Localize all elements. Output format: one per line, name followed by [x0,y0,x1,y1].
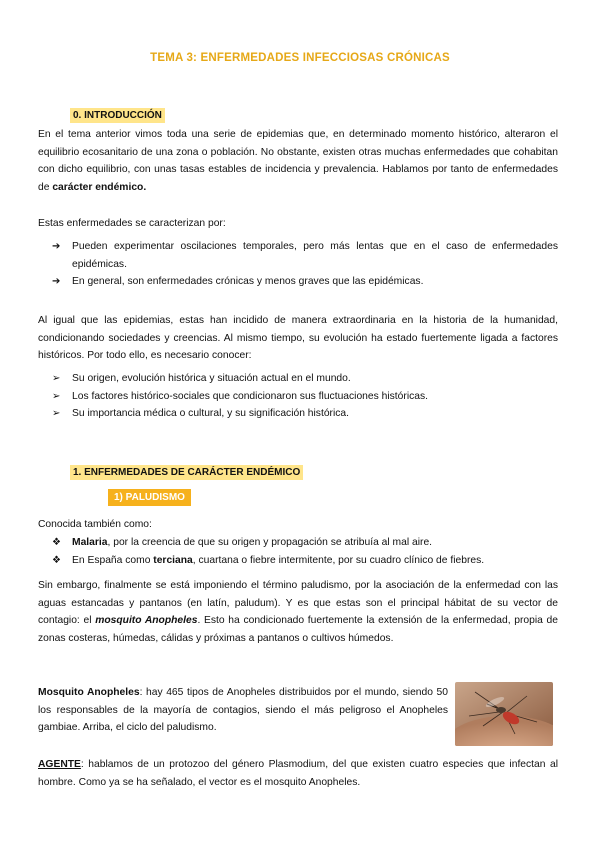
triangle-bullet-icon: ➢ [52,408,61,419]
known-as: Conocida también como: [38,519,152,530]
mosquito-photo [455,682,553,746]
intro-paragraph-2: Estas enfermedades se caracterizan por: [38,218,226,229]
document-title: TEMA 3: ENFERMEDADES INFECCIOSAS CRÓNICAS [150,52,450,64]
diamond-item-text: , por la creencia de que su origen y propagación se atribuía al mal aire. [107,537,433,548]
list-item [38,405,558,423]
triangle-item-text: Los factores histórico-sociales que condicionaron sus fluctuaciones históricas. [72,390,428,402]
diamond-bullet-icon: ❖ [52,537,61,548]
paludismo-paragraph [38,577,558,647]
intro-heading-text: 0. INTRODUCCIÓN [70,108,165,123]
arrow-list [38,238,558,291]
list-item [38,238,558,273]
mosquito-text: : hay 465 tipos de Anopheles distribuidos por el mundo, siendo 50 los responsables de la mayoría de contagios, siendo el más peligroso el Anopheles gambiae. Arriba, el ciclo del paludismo. [38,687,449,733]
agent-text: : hablamos de un protozoo del género Plasmodium, del que existen cuatro especies que infectan al hombre. Como ya se ha señalado, el vector es el mosquito Anopheles. [38,759,558,788]
paludismo-heading-text: 1) PALUDISMO [108,489,191,506]
paludismo-p-bold: mosquito Anopheles [95,615,198,626]
diamond-item-bold: terciana [153,554,193,566]
arrow-right-icon: ➔ [52,276,61,287]
intro-p1-bold: carácter endémico. [52,181,147,193]
intro-paragraph-1 [38,126,558,196]
diamond-item-bold: Malaria [72,537,108,548]
intro-p1-text: En el tema anterior vimos toda una serie de epidemias que, en determinado momento histórico, alteraron el equilibrio ecosanitario de una zona o población. No obstante, existen otras muchas enfermedades que cohabitan con dicho equilibrio, con unas tasas estables de incidencia y prevalencia. Hablamos por tanto de enfermedades de [38,129,558,193]
triangle-bullet-icon: ➢ [52,373,61,384]
mosquito-paragraph [38,684,448,737]
diamond-list [38,534,558,569]
agent-label: AGENTE [38,759,81,770]
list-item [38,273,558,291]
arrow-right-icon: ➔ [52,241,61,252]
intro-heading [70,105,165,123]
mosquito-image [455,682,553,746]
intro-paragraph-3: Al igual que las epidemias, estas han incidido de manera extraordinaria en la historia de la humanidad, condicionando sociedades y creencias. Al mismo tiempo, su evolución ha estado fuertemente ligada a factores históricos. Por todo ello, es necesario conocer: [38,315,558,361]
arrow-item-text: En general, son enfermedades crónicas y menos graves que las epidémicas. [72,276,424,287]
triangle-item-text: Su origen, evolución histórica y situación actual en el mundo. [72,373,351,384]
diamond-item-pre: En España como [72,554,154,566]
mosquito-label: Mosquito Anopheles [38,687,140,698]
agent-paragraph [38,756,558,791]
triangle-bullet-icon: ➢ [52,390,61,402]
paludismo-p-text-b: . Esto ha condicionado fuertemente la extensión de la enfermedad, propia de zonas costeras, húmedas, cálidas y próximas a pantanos o cultivos húmedos. [38,615,559,644]
paludismo-heading [108,487,191,505]
triangle-list [38,370,558,423]
list-item [38,370,558,388]
section1-heading-text: 1. ENFERMEDADES DE CARÁCTER ENDÉMICO [70,465,303,480]
section1-heading [70,462,303,480]
diamond-bullet-icon: ❖ [52,554,61,566]
paludismo-p-text-a: Sin embargo, finalmente se está imponiendo el término paludismo, por la asociación de la enfermedad con las aguas estancadas y pantanos (en latín, paludum). Y es que estas son el principal hábitat de su vector de contagio: el [38,580,558,626]
triangle-item-text: Su importancia médica o cultural, y su significación histórica. [72,408,349,419]
list-item [38,552,558,570]
diamond-item-text: , cuartana o fiebre intermitente, por su cuadro clínico de fiebres. [192,554,485,566]
arrow-item-text: Pueden experimentar oscilaciones temporales, pero más lentas que en el caso de enfermedades epidémicas. [72,241,558,270]
list-item [38,534,558,552]
list-item [38,388,558,406]
